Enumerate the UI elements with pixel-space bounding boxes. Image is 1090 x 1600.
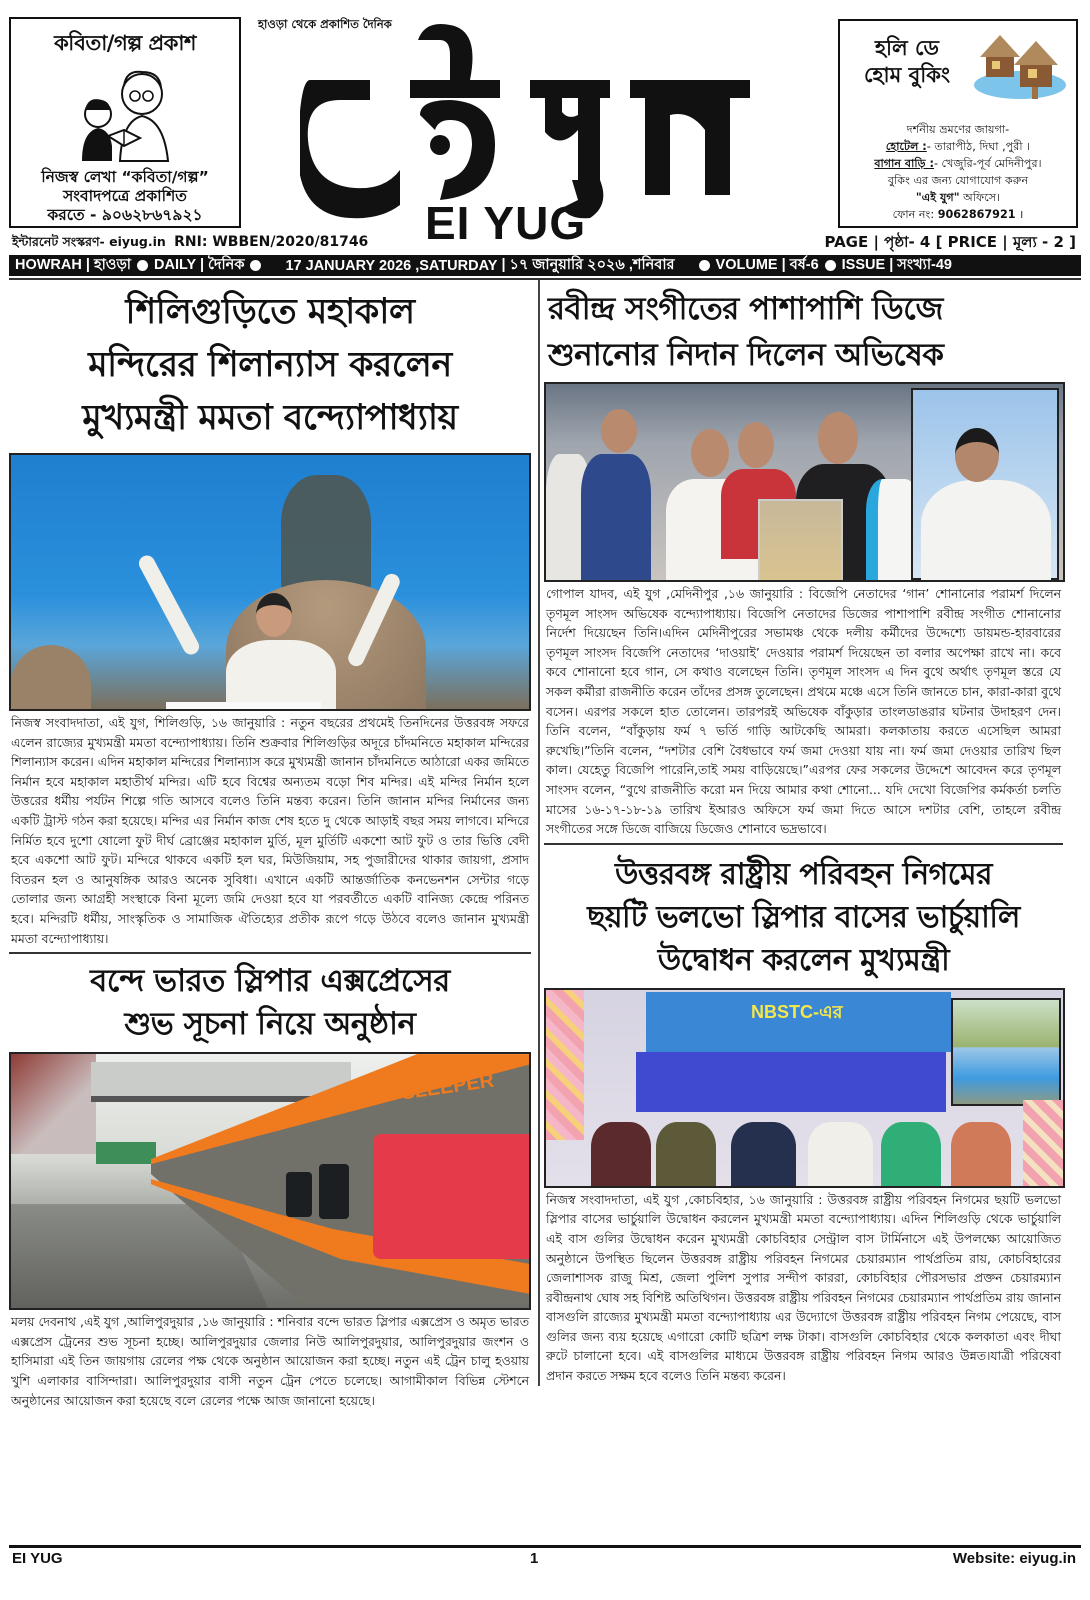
page-price-info: PAGE | পৃষ্ঠা- 4 [ PRICE | মূল্য - 2 ] [824, 233, 1076, 251]
memento-frame [758, 499, 843, 582]
podium [166, 702, 321, 711]
article-mahakal-temple[interactable] [9, 286, 531, 948]
article-nbstc-buses[interactable] [544, 853, 1063, 1386]
shiva-statue [281, 475, 371, 595]
ad-title: কবিতা/গল্প প্রকাশ [54, 31, 196, 55]
bullet-icon [137, 260, 148, 271]
ad-line: সংবাদপত্রে প্রকাশিত [63, 187, 187, 205]
bullet-icon [250, 260, 261, 271]
rni-number: RNI: WBBEN/2020/81746 [174, 234, 369, 250]
masthead [0, 0, 1090, 274]
left-column [9, 280, 531, 1410]
stilt-huts-icon [974, 29, 1066, 101]
dateline-bar [9, 255, 1081, 276]
section-divider [544, 843, 1063, 845]
footer-rule [9, 1545, 1081, 1548]
footer-website-link[interactable]: Website: eiyug.in [952, 1550, 1076, 1567]
article-headline: বন্দে ভারত স্লিপার এক্সপ্রেসের শুভ সূচনা নিয়ে অনুষ্ঠান [90, 963, 450, 1043]
ad-body: দর্শনীয় ভ্রমণের জায়গা- হোটেল :- তারাপীঠ, দিঘা ,পুরী । বাগান বাড়ি :- খেজুরি-পূর্ব মেদিনীপুর। বুকিং এর জন্য যোগাযোগ করুন "এই যুগ" অফিসে। ফোন নং: 9062867921 । [874, 123, 1042, 221]
article-headline: উত্তরবঙ্গ রাষ্ট্রীয় পরিবহন নিগমের ছয়টি ভলভো স্লিপার বাসের ভার্চুয়ালি উদ্বোধন করলেন মুখ্যমন্ত্রী [587, 856, 1020, 978]
ad-holiday-home-booking[interactable] [838, 19, 1078, 228]
ad-line: নিজস্ব লেখা “কবিতা/গল্প” [41, 168, 209, 186]
article-headline: রবীন্দ্র সংগীতের পাশাপাশি ডিজে শুনানোর নিদান দিলেন অভিষেক [548, 291, 944, 373]
article-abhishek-dj[interactable] [544, 286, 1063, 839]
article-photo-rally [9, 453, 531, 711]
right-column [538, 280, 1063, 1386]
article-photo-bus-inauguration [544, 988, 1065, 1188]
footer-brand: EI YUG [12, 1550, 63, 1567]
bullet-icon [699, 260, 710, 271]
internet-edition-link[interactable]: ইন্টারনেট সংস্করণ- eiyug.in [12, 234, 166, 249]
nbstc-banner-text: NBSTC-এর [751, 1001, 843, 1022]
sleeper-label: SLEEPER [399, 1069, 496, 1105]
footer-page-number: 1 [530, 1550, 539, 1567]
ad-phone[interactable]: 9062867921 [937, 208, 1016, 221]
logo-bengali [300, 20, 770, 220]
section-divider [9, 952, 531, 954]
ad-phone: করতে - ৯০৬২৮৬৭৯২১ [47, 206, 203, 224]
bullet-icon [825, 260, 836, 271]
frequency-label: DAILY | দৈনিক [154, 256, 245, 273]
article-vande-bharat[interactable] [9, 960, 531, 1410]
article-body: গোপাল যাদব, এই যুগ ,মেদিনীপুর ,১৬ জানুয়ারি : বিজেপি নেতাদের ‘গান’ শোনানোর পরামর্শ দিলেন তৃণমূল সাংসদ অভিষেক বন্দ্যোপাধ্যায়। বিজেপি নেতাদের ডিজের পাশাপাশি রবীন্দ্র সংগীত শোনানোর নির্দেশ দিয়েছেন তিনি।এদিন মেদিনীপুরের সভামঞ্চ থেকে দলীয় কর্মীদের উদ্দেশ্যে ডায়মন্ড-হারবারের তৃণমূল সাংসদ বিজেপি নেতাদের ‘দাওয়াই’ দেওয়ার পরামর্শ দিয়েছেন তা বলার অপেক্ষা রাখে না। কবে কবে শোনানো হবে গান, সে কথাও বলেছেন তিনি। তৃণমূল সাংসদ এ দিন বুথে অর্থাৎ তৃণমূল স্তরে যে সকল কর্মীরা রাজনীতি করেন তাঁদের প্রসঙ্গ তুলেছেন। প্রথমে মঞ্চে এসে তিনি জানতে চান, কারা-কারা বুথে বসেন। এরপর সকলে হাত তোলেন। তারপরই অভিষেক বাঁকুড়ার তাংলডাঙরার ঘটনার উদাহরণ দেন। তিনি বলেন, “বাঁকুড়ায় ফর্ম ৭ ভর্তি গাড়ি আটকেছি আমরা। কলকাতায় করতে এসেছিল আমরা রুখেছি।”তিনি বলেন, “দশটার বেশি বৈধভাবে ফর্ম জমা দেওয়া যায় না। ফর্ম জমা দেওয়ার তারিখ ছিল কাল। যেহেতু বিজেপি পারেনি,তাই সময় বাড়িয়েছে।”এরপর ফের সকলের উদ্দেশে আবেদন করে তৃণমূল সাংসদ বলেন, “বুথে রাজনীতি করো মন দিয়ে আমার কথা শোনো... যদি দেখো বিজেপির কর্মকর্তা চলতি মাসের ১৬-১৭-১৮-১৯ তারিখ ইআরও অফিসে ফর্ম জমা দিতে আসে দশটার বেশি, তাহলে রবীন্দ্র সংগীতের সঙ্গে ডিজে বাজিয়ে ডিজেও শোনাবে ভদ্রভাবে। [546, 586, 1061, 837]
article-headline: শিলিগুড়িতে মহাকাল মন্দিরের শিলান্যাস করলেন মুখ্যমন্ত্রী মমতা বন্দ্যোপাধ্যায় [82, 292, 458, 438]
tagline: হাওড়া থেকে প্রকাশিত দৈনিক [258, 17, 392, 31]
issue-label: ISSUE | সংখ্যা-49 [841, 256, 952, 273]
article-body: নিজস্ব সংবাদদাতা, এই যুগ ,কোচবিহার, ১৬ জানুয়ারি : উত্তরবঙ্গ রাষ্ট্রীয় পরিবহন নিগমের ছয়টি ভলভো স্লিপার বাসের ভার্চুয়ালি উদ্বোধন করলেন মুখ্যমন্ত্রী মমতা বন্দ্যোপাধ্যায়। এদিন শিলিগুড়ি থেকে ভার্চুয়ালি এই বাস গুলির উদ্বোধন করেন মুখ্যমন্ত্রী কোচবিহার সেন্ট্রাল বাস টার্মিনাসে এই উপলক্ষ্যে আয়োজিত অনুষ্ঠানে উপস্থিত ছিলেন উত্তরবঙ্গ রাষ্ট্রীয় পরিবহন নিগমের চেয়ারম্যান পার্থপ্রতিম রায়, কোচবিহারের জেলাশাসক রাজু মিশ্র, জেলা পুলিশ সুপার সন্দীপ কাররা, কোচবিহার পৌরসভার প্রক্তন চেয়ারম্যান রবীন্দ্রনাথ ঘোষ সহ বিশিষ্ট অতিথিগন। উত্তরবঙ্গ রাষ্ট্রীয় পরিবহন নিগমের চেয়ারম্যান পার্থপ্রতিম রায় জানান বাসগুলি রাজ্যের মুখ্যমন্ত্রী মমতা বন্দ্যোপাধ্যায় এর উদ্যোগে উত্তরবঙ্গ রাষ্ট্রীয় পরিবহন নিগম পেয়েছে, বাস গুলির জন্য ব্যয় হয়েছে এগারো কোটি ছত্রিশ লক্ষ টাকা। বাসগুলি কোচবিহার থেকে কলকাতা এবং দীঘা রুটে চালানো হবে। এই বাসগুলির মাধ্যমে উত্তরবঙ্গ রাষ্ট্রীয় পরিবহন নিগম আরও উন্নত।যাত্রী পরিষেবা প্রদান করতে সক্ষম হবে বলেও তিনি মন্তব্য করেন। [546, 1191, 1061, 1384]
inset-photo-speech [911, 388, 1059, 580]
top-rule [9, 278, 1081, 280]
volume-label: VOLUME | বর্ষ-6 [715, 256, 819, 273]
article-photo-train [9, 1052, 531, 1310]
logo-english: EI YUG [425, 197, 587, 249]
ad-poetry-story-publish[interactable] [9, 17, 241, 228]
article-body: মলয় দেবনাথ ,এই যুগ ,আলিপুরদুয়ার ,১৬ জানুয়ারি : শনিবার বন্দে ভারত স্লিপার এক্সপ্রেস ও অমৃত ভারত এক্সপ্রেস ট্রেনের শুভ সূচনা হচ্ছে। আলিপুরদুয়ার জেলার নিউ আলিপুরদুয়ার, আলিপুরদুয়ার জংশন ও হাসিমারা এই তিন জায়গায় রেলের পক্ষ থেকে অনুষ্ঠান আয়োজন করা হচ্ছে। নতুন এই ট্রেন চালু হওয়ায় খুশি এলাকার বাসিন্দারা। আলিপুরদুয়ার বাসী নতুন ট্রেন পেতে চলেছে। আগামীকাল বিভিন্ন স্টেশনে অনুষ্ঠানের আয়োজন করা হয়েছে বলে রেলের পক্ষে আজ জানানো হয়েছে। [11, 1314, 529, 1408]
grandmother-reading-icon [60, 66, 190, 166]
article-body: নিজস্ব সংবাদদাতা, এই যুগ, শিলিগুড়ি, ১৬ জানুয়ারি : নতুন বছরের প্রথমেই তিনদিনের উত্তরবঙ্গ সফরে এলেন রাজ্যের মুখ্যমন্ত্রী মমতা বন্দ্যোপাধ্যায়। তিনি শুক্রবার শিলিগুড়ির অদূরে চাঁদমনিতে মহাকাল মন্দিরের শিলান্যাস করেন। এদিন মহাকাল মন্দিরের শিলান্যাস করে মুখ্যমন্ত্রী জানান চাঁদমনিতে আঠারো একর জমিতে নির্মান হবে মহাকাল মহাতীর্থ মন্দির। এটি হবে বিশ্বের অন্যতম বড়ো শিব মন্দির। এই মন্দির নির্মান হলে উত্তরের ধর্মীয় পর্যটন শিল্পে গতি আসবে বলেও তিনি মন্তব্য করেন। তিনি জানান মন্দির নির্মানের জন্য একটি ট্রাস্ট গঠন করা হয়েছে। মন্দির এর নির্মান কাজ শেষ হতে দু থেকে আড়াই বছর সময় লাগবে। মন্দিরে নির্মিত হবে দুশো ষোলো ফুট দীর্ঘ ব্রোঞ্জের মহাকাল মুর্তি, মূল মুর্তিটি একশো আট ফুট ও তার ভিত্তি বেদী হবে একশো আট ফুট। মন্দিরে থাকবে একটি হল ঘর, মিউজিয়াম, সহ পুজারীদের থাকার জায়গা, প্রসাদ বিতরন হল ও আনুষঙ্গিক আরও অনেক সুবিধা। এখানে একটি আন্তর্জাতিক কনভেনশন সেন্টার গড়ে তোলার জন্য আগ্রহী সংস্থাকে বিনা মূল্যে জমি দেওয়া হবে যা পরবর্তীতে একটি বানিজ্য কেন্দ্রে পরিনত হবে। মন্দিরটি ধর্মীয়, সাংস্কৃতিক ও সামাজিক ঐতিহ্যের প্রতীক রূপে গড়ে উঠবে বলেও জানান মুখ্যমন্ত্রী মমতা বন্দ্যোপাধ্যায়। [11, 715, 529, 946]
edition-info [12, 234, 368, 254]
city-label: HOWRAH | হাওড়া [15, 256, 132, 273]
speaker-figure [226, 640, 336, 711]
article-photo-award [544, 382, 1065, 582]
ad-title: হলি ডে হোম বুকিং [863, 36, 951, 87]
emergency-window [373, 1134, 531, 1259]
date-english: 17 JANUARY 2026 ,SATURDAY [285, 257, 498, 274]
date-bengali: | ১৭ জানুয়ারি ২০২৬ ,শনিবার [501, 256, 675, 273]
inset-photo-buses [951, 998, 1061, 1106]
